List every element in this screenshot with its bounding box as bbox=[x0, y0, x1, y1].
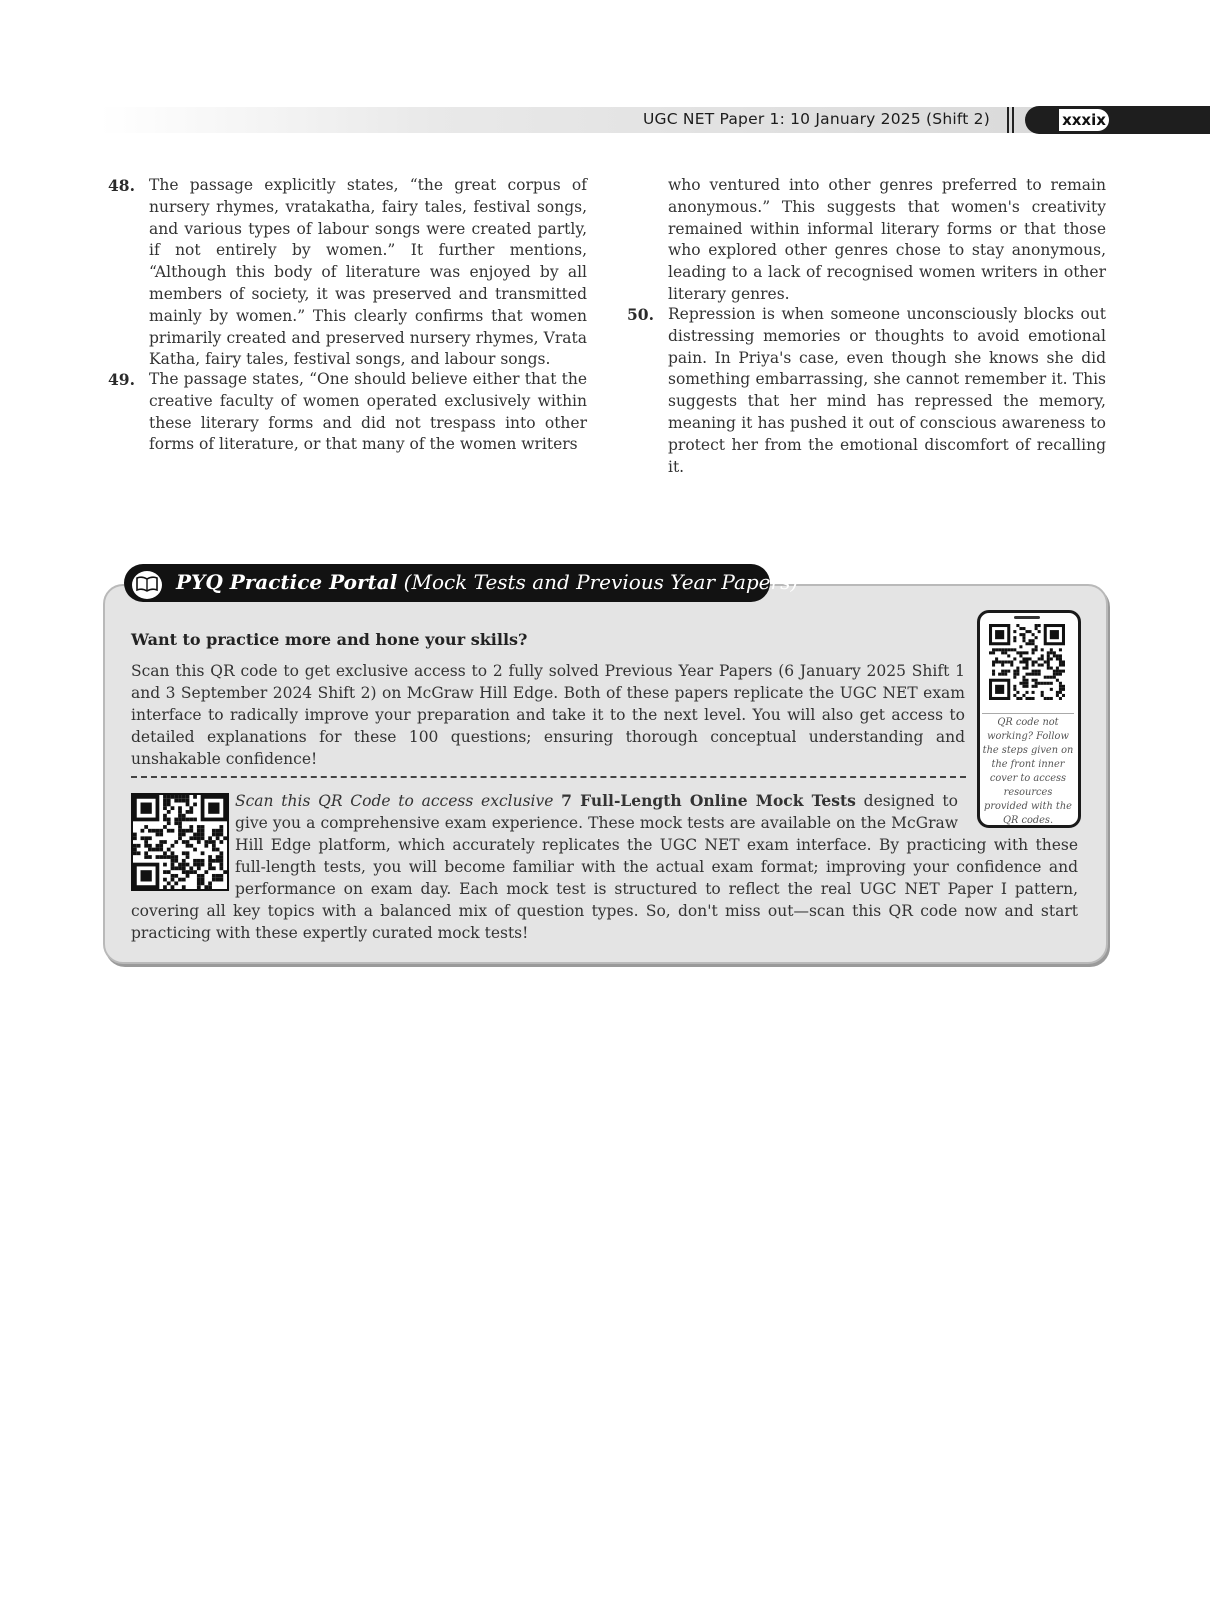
answer-number: 50. bbox=[627, 305, 654, 324]
practice-heading: Want to practice more and hone your skills? bbox=[131, 630, 528, 649]
page-number: xxxix bbox=[1059, 109, 1109, 131]
book-icon bbox=[130, 569, 164, 601]
answer-text: The passage states, “One should believe either that the creative faculty of women operated exclusively within these literary forms and did not trespass into other forms of literature, or that many of the women writers bbox=[149, 370, 587, 454]
answer-text: who ventured into other genres preferred to remain anonymous.” This suggests that women's creativity remained within informal literary forms or that those who explored other genres chose to stay anonymous, leading to a lack of recognised women writers in other literary genres. bbox=[668, 176, 1106, 303]
answer-text: The passage explicitly states, “the great corpus of nursery rhymes, vratakatha, fairy tales, festival songs, and various types of labour songs were created partly, if not entirely by women.” It further mentions, “Although this body of literature was enjoyed by all members of society, it was preserved and transmitted mainly by women.” This clearly confirms that women primarily created and preserved nursery rhymes, Vrata Katha, fairy tales, festival songs, and labour songs. bbox=[149, 176, 587, 369]
answer-49 bbox=[108, 369, 587, 456]
mock-highlight: 7 Full-Length Online Mock Tests bbox=[561, 791, 856, 810]
answer-text: Repression is when someone unconsciously blocks out distressing memories or thoughts to avoid emotional pain. In Priya's case, even though she knows she did something embarrassing, she cannot remember it. This suggests that her mind has repressed the memory, meaning it has pushed it out of conscious awareness to protect her from the emotional discomfort of recalling it. bbox=[668, 305, 1106, 476]
mock-tests-paragraph bbox=[131, 790, 1078, 944]
answer-49-continuation bbox=[668, 175, 1106, 306]
practice-description: Scan this QR code to get exclusive access to 2 fully solved Previous Year Papers (6 January 2025 Shift 1 and 3 September 2024 Shift 2) on McGraw Hill Edge. Both of these papers replicate the UGC NET exam interface to radically improve your preparation and take it to the next level. You will also get access to detailed explanations for these 100 questions; ensuring thorough conceptual understanding and unshakable confidence! bbox=[131, 662, 965, 768]
answer-number: 49. bbox=[108, 370, 135, 389]
dashed-divider bbox=[131, 776, 966, 778]
portal-title bbox=[176, 570, 798, 594]
qr-code-icon[interactable] bbox=[989, 624, 1065, 700]
answer-50 bbox=[627, 304, 1106, 478]
mock-body: designed to give you a comprehensive exam experience. These mock tests are available on the McGraw Hill Edge platform, which accurately replicates the UGC NET exam interface. By practicing with these full-length tests, you will become familiar with the actual exam format; improving your confidence and performance on exam day. Each mock test is structured to reflect the real UGC NET Paper I pattern, covering all key topics with a balanced mix of question types. So, don't miss out—scan this QR code now and start practicing with these expertly curated mock tests! bbox=[131, 792, 1078, 942]
running-header-title: UGC NET Paper 1: 10 January 2025 (Shift 2) bbox=[643, 110, 990, 128]
mock-intro: Scan this QR Code to access exclusive bbox=[235, 792, 554, 810]
portal-title-main: PYQ Practice Portal bbox=[176, 570, 398, 594]
answer-number: 48. bbox=[108, 176, 135, 195]
header-divider bbox=[1012, 107, 1014, 133]
phone-notch bbox=[1014, 616, 1040, 619]
page-number-pill bbox=[1025, 106, 1210, 134]
answer-48 bbox=[108, 175, 587, 371]
header-divider bbox=[1007, 107, 1009, 133]
portal-subtitle: (Mock Tests and Previous Year Papers) bbox=[403, 570, 799, 594]
qr-help-note: QR code not working? Follow the steps given on the front inner cover to access resources provided with the QR codes. bbox=[982, 713, 1074, 828]
